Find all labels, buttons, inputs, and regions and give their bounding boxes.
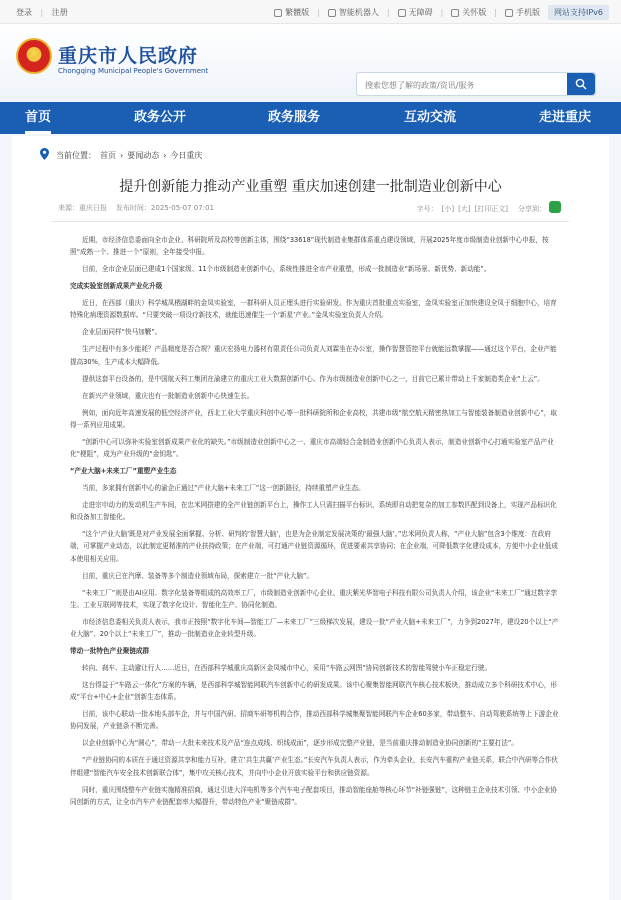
breadcrumb [56,150,206,161]
ipv6-badge: 网站支持IPv6 [548,5,609,20]
paragraph: 以企业创新中心为“圆心”，带动一大批未来技术及产品“连点成线、织线成面”，逐步形成完整产业链，是当前重庆推动制造业协同创新的“主要打法”。 [82,739,518,748]
site-header [0,24,621,103]
paragraph: 在新兴产业领域，重庆也有一批制造业创新中心快速生长。 [82,391,254,400]
paragraph: 生产过程中有多少能耗？产品精度是否合规？重庆宏扬电力器材有限责任公司负责人刘霖坐在办公室，操作智慧管控平台就能远数掌握——通过这个平台，企业产能提高30%，生产成本大幅降低。 [70,345,557,366]
section-heading: 完成实验室创新成果产业化升级 [70,282,163,291]
separator: | [494,8,497,17]
top-utility-bar [0,0,621,24]
article-source: 来源：重庆日报 [58,204,107,212]
paragraph: 目前，该中心联动一批本地头部车企，并与中国汽研、招商车研等机构合作，推动西部科学城集聚智能网联汽车企业60多家，带动整车、自动驾驶系统等上下游企业协同发展，产业链条不断完善。 [70,710,559,731]
top-link[interactable]: 无障碍 [398,7,433,18]
font-large-button[interactable]: [大] [458,205,471,213]
paragraph: “创新中心可以弥补实验室创新成果产业化的缺失。”市级制造业创新中心之一、重庆市高端轻合金制造业创新中心负责人表示，制造业创新中心打通实验室产品产业化“梗阻”，成为产业升级的“金钥匙”。 [70,437,554,459]
top-link[interactable]: 手机版 [505,7,540,18]
nav-item[interactable]: 走进重庆 [539,110,592,125]
search-input[interactable] [357,75,567,97]
article-meta [58,203,214,213]
nav-item[interactable]: 政务服务 [268,110,321,125]
paragraph: 提供这套平台设备的，是中国航天科工集团在渝建立的重庆工业大数据创新中心。作为市级制造业创新中心之一，目前它已累计带动上千家制造类企业“上云”。 [82,374,544,383]
share-label: 分享到： [518,205,546,213]
divider [52,221,569,222]
separator: | [386,8,390,17]
register-link[interactable]: 注册 [51,8,68,17]
search-box [356,72,596,96]
paragraph: 当前，多家拥有创新中心的渝企正通过“产业大脑+未来工厂”这一创新路径，持续重塑产业生态。 [82,484,365,493]
separator: | [317,8,320,17]
paragraph: 企业层面同样“快马加鞭”。 [82,328,162,337]
national-emblem-icon [16,38,52,74]
breadcrumb-item[interactable]: 今日重庆 [170,151,203,160]
font-size-label: 字号： [416,205,438,213]
paragraph: 转向、刹车、主动避让行人……近日，在西部科学城重庆高新区金凤城市中心，采用“车路云网图”协同创新技术的智能驾驶小车正稳定行驶。 [82,664,492,673]
search-button[interactable] [567,73,595,95]
paragraph: 目前，全市企业层面已建成1个国家级、11个市级制造业创新中心，系统性推进全市产业重塑，形成一批制造业“新场景、新优势、新动能”。 [82,265,491,274]
top-link-icon [274,9,282,17]
article-tools [413,203,561,215]
paragraph: 同时，重庆围绕整车产业链实施精准招商，通过引进大洋电机等多个汽车电子配套项目，推动智能座舱等核心环节“补链强链”，这种链主企业技术引领、中小企业协同创新的方式，让全市汽车产业链配套率大幅提升，带动特色产业“聚链成群”。 [70,785,557,806]
top-link-icon [328,9,336,17]
section-heading: 带动一批特色产业聚链成群 [70,647,150,656]
breadcrumb-item[interactable]: 要闻动态 [127,151,160,160]
article-body [70,234,563,813]
breadcrumb-separator: › [120,151,124,160]
paragraph: 这台得益于“车路云一体化”方案的车辆，是西部科学城智能网联汽车创新中心的研发成果。该中心聚集智能网联汽车核心技术板块，推动成立多个科研技术中心，形成“平台+中心+企业”创新生态体系。 [70,681,557,702]
breadcrumb-label: 当前位置： [56,151,96,160]
nav-item[interactable]: 互动交流 [404,110,457,125]
article-card [12,136,609,900]
paragraph: 走进宗申动力的发动机生产车间，在忠米网搭建的全产业链创新平台上，操作工人只需扫描平台标识，系统即自动把复杂的加工参数匹配到设备上，实现产品标识化和设备加工智能化。 [70,501,557,522]
paragraph: “未来工厂”则是由AI应用、数字化装备等组成的高效率工厂，市级制造业创新中心企业、重庆紫光华智电子科技有限公司负责人介绍，该企业“未来工厂”通过数字孪生、工业互联网等技术，实现了数字化设计、智能化生产、协同化制造。 [70,588,558,609]
main-nav [0,102,621,134]
paragraph: “这个‘产业大脑’既是对产业发展全面掌握、分析、研判的‘智慧大脑’，也是为企业制定发展决策的‘最强大脑’。”忠米网负责人称，“产业大脑”包含3个维度：在政府端，可掌握产业动态，以此制定更精准的产业扶持政策；在产业端，可打通产业链资源循环，促进要素共享协同；在企业端，可降低数字化建设成本，方便中小企业低成本使用相关应用。 [70,530,558,563]
top-link-icon [398,9,406,17]
separator: | [40,8,44,17]
paragraph: 目前，重庆已在汽摩、装备等多个制造业领域布局，探索建立一批“产业大脑”。 [82,571,314,580]
nav-item[interactable]: 首页 [25,102,51,134]
font-small-button[interactable]: [小] [441,205,455,213]
top-link[interactable]: 繁體版 [274,7,309,18]
location-pin-icon [40,148,49,160]
nav-item[interactable]: 政务公开 [134,110,187,125]
login-link[interactable]: 登录 [16,8,32,17]
top-link[interactable]: 关怀版 [451,7,486,18]
breadcrumb-item[interactable]: 首页 [100,151,116,160]
article-title: 提升创新能力推动产业重塑 重庆加速创建一批制造业创新中心 [119,179,502,195]
top-link-icon [451,9,459,17]
article-date: 发布时间：2025-05-07 07:01 [115,204,214,212]
top-link-icon [505,9,513,17]
paragraph: 近日，在西部（重庆）科学城凤栖湖畔的金凤实验室，一群科研人员正埋头进行实验研发。作为重庆首批重点实验室，金凤实验室正加快建设全凤于细胞中心，培育特殊化病理资源数据库。“只要突破一项设疗新技术，就能迅速催生一个‘新星’产业。”金凤实验室负责人介绍。 [70,299,557,320]
breadcrumb-separator: › [163,151,167,160]
top-link[interactable]: 智能机器人 [328,7,379,18]
site-subtitle: Chongqing Municipal People's Government [58,67,209,75]
section-heading: “产业大脑+未来工厂”重塑产业生态 [70,467,177,476]
print-button[interactable]: [打印正文] [474,205,508,213]
top-links [266,5,609,20]
site-title[interactable]: 重庆市人民政府 [58,45,199,67]
paragraph: 例如，面向近年高速发展的低空经济产业，西北工业大学重庆科创中心等一批科研院所和企业高校，共建市级“航空航天精密热加工与智能装备制造业创新中心”，取得一系列应用成果。 [70,408,557,429]
separator: | [440,8,444,17]
search-icon [575,78,587,90]
paragraph: 近期，市经济信息委面向全市企业、科研院所及高校等创新主体，围绕“33618”现代制造业集群体系重点建设领域，开展2025年度市级制造业创新中心申报，按照“成熟一个、推进一个”原则，全年接受申报。 [70,236,549,257]
paragraph: 市经济信息委相关负责人表示，我市正按照“数字化车间—智能工厂—未来工厂”三级梯次发展，建设一批“产业大脑+未来工厂”，力争到2027年，建设20个以上“产业大脑”、20个以上“未来工厂”，推动一批制造业企业转型升级。 [70,617,559,639]
paragraph: “产业链协同的本质在于通过资源共享和能力互补，建立‘共生共赢’产业生态。”长安汽车负责人表示，作为牵头企业，长安汽车重构产业链关系，联合中汽研等合作伙伴组建“智能汽车安全技术创新联合体”，集中攻关核心技术，并向中小企业开放实验平台和供应链资源。 [70,756,558,777]
wechat-share-icon[interactable] [549,201,561,213]
